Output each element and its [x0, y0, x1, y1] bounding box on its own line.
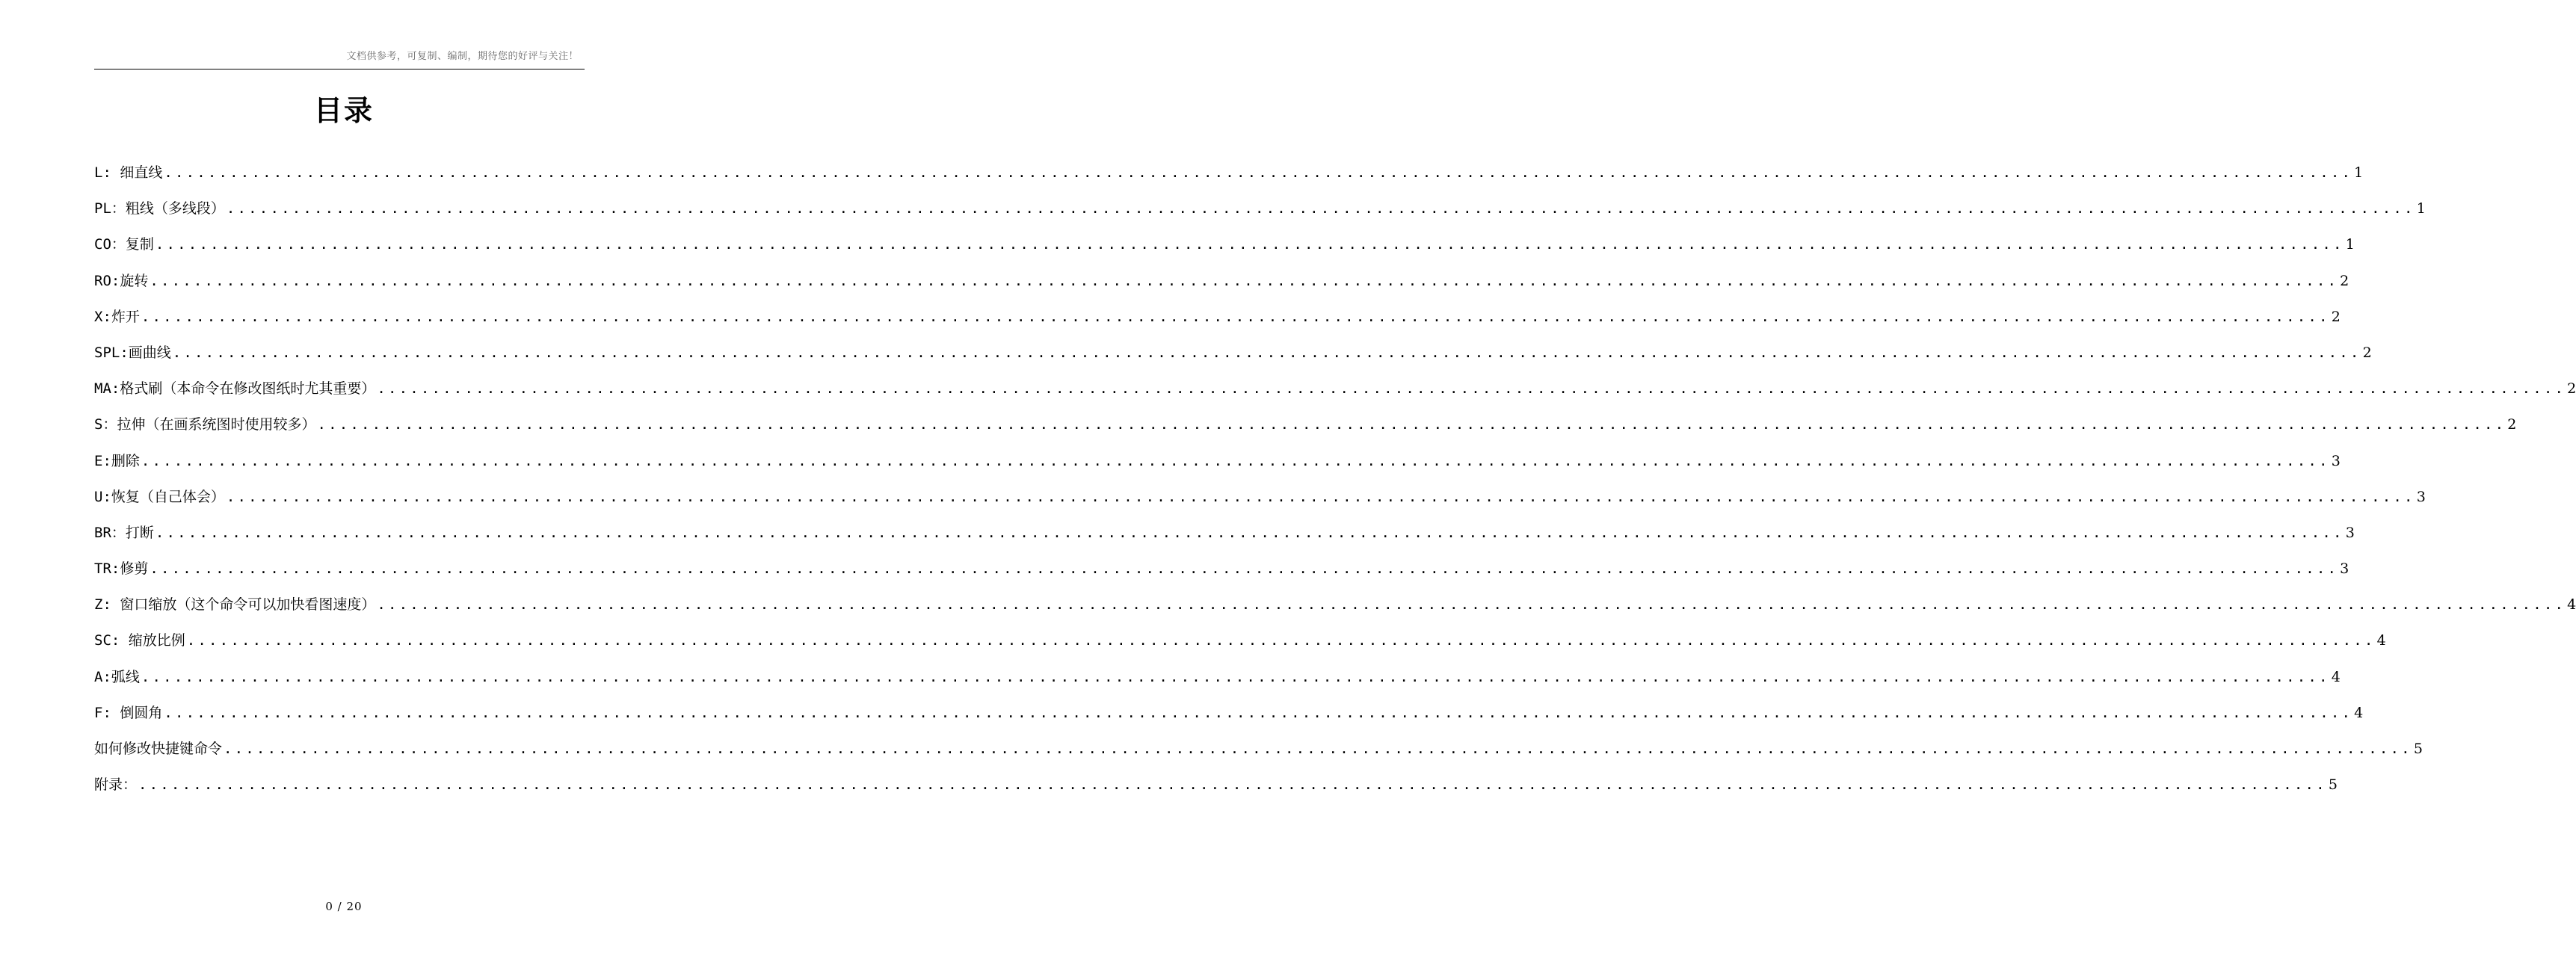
toc-entry-page: 3	[2345, 524, 2355, 541]
toc-entry-page: 4	[2354, 704, 2364, 721]
toc-entry-page: 2	[2340, 272, 2349, 289]
toc-leader-dots: ........................................................................................................................................................................................................	[141, 452, 2330, 469]
toc-entry[interactable]	[94, 412, 2517, 448]
toc-entry[interactable]	[94, 592, 2576, 628]
table-of-contents	[94, 160, 2576, 808]
toc-leader-dots: ........................................................................................................................................................................................................	[377, 380, 2566, 398]
toc-entry-page: 3	[2331, 452, 2341, 469]
toc-entry-label: Z: 窗口缩放（这个命令可以加快看图速度）	[94, 596, 376, 614]
toc-leader-dots: ........................................................................................................................................................................................................	[164, 704, 2353, 721]
toc-entry-label: SPL:画曲线	[94, 344, 171, 361]
toc-entry-label: 如何修改快捷键命令	[94, 741, 223, 757]
toc-entry[interactable]	[94, 664, 2341, 700]
toc-entry-label: SC: 缩放比例	[94, 632, 185, 649]
toc-entry-page: 3	[2416, 488, 2426, 505]
toc-entry-page: 1	[2354, 164, 2364, 181]
toc-entry-label: RO:旋转	[94, 272, 149, 289]
toc-entry[interactable]	[94, 304, 2341, 340]
toc-entry-page: 2	[2567, 380, 2576, 398]
toc-entry-label: BR：打断	[94, 524, 154, 541]
toc-entry-page: 2	[2331, 308, 2341, 325]
toc-entry[interactable]	[94, 484, 2426, 520]
toc-leader-dots: ........................................................................................................................................................................................................	[155, 236, 2344, 253]
toc-entry-page: 3	[2340, 560, 2349, 578]
toc-entry-page: 5	[2413, 741, 2423, 757]
toc-leader-dots: ........................................................................................................................................................................................................	[226, 488, 2415, 505]
toc-entry-label: 附录：	[94, 776, 138, 794]
toc-entry-page: 1	[2345, 236, 2355, 253]
toc-title: 目录	[313, 94, 374, 127]
page-number: 0 / 20	[325, 900, 363, 913]
toc-leader-dots: ........................................................................................................................................................................................................	[377, 596, 2566, 614]
toc-entry-label: E:删除	[94, 452, 140, 469]
toc-entry[interactable]	[94, 160, 2364, 196]
toc-entry[interactable]	[94, 700, 2364, 736]
toc-entry-label: U:恢复（自己体会）	[94, 488, 225, 505]
toc-leader-dots: ........................................................................................................................................................................................................	[138, 776, 2327, 794]
toc-entry-page: 4	[2331, 668, 2341, 685]
toc-entry-page: 4	[2567, 596, 2576, 614]
toc-leader-dots: ........................................................................................................................................................................................................	[224, 741, 2412, 757]
toc-leader-dots: ........................................................................................................................................................................................................	[226, 200, 2415, 217]
toc-entry[interactable]	[94, 520, 2355, 556]
toc-entry[interactable]	[94, 376, 2576, 412]
header-note: 文档供参考，可复制、编制，期待您的好评与关注！	[346, 51, 579, 62]
toc-entry[interactable]	[94, 340, 2372, 376]
toc-entry-label: TR:修剪	[94, 560, 149, 578]
toc-entry-label: CO：复制	[94, 236, 154, 253]
toc-leader-dots: ........................................................................................................................................................................................................	[155, 524, 2344, 541]
toc-entry[interactable]	[94, 268, 2349, 304]
toc-leader-dots: ........................................................................................................................................................................................................	[186, 632, 2376, 649]
toc-entry-page: 2	[2362, 344, 2372, 361]
toc-leader-dots: ........................................................................................................................................................................................................	[150, 272, 2339, 289]
toc-entry[interactable]	[94, 448, 2341, 484]
toc-entry[interactable]	[94, 736, 2423, 772]
toc-entry-page: 4	[2376, 632, 2386, 649]
toc-leader-dots: ........................................................................................................................................................................................................	[164, 164, 2353, 181]
toc-entry-page: 1	[2416, 200, 2426, 217]
toc-entry[interactable]	[94, 196, 2426, 232]
toc-leader-dots: ........................................................................................................................................................................................................	[141, 668, 2330, 685]
toc-entry-label: L: 细直线	[94, 164, 163, 181]
toc-entry-label: X:炸开	[94, 308, 140, 325]
toc-entry-label: A:弧线	[94, 668, 140, 685]
header-rule	[94, 69, 585, 70]
toc-entry[interactable]	[94, 232, 2355, 268]
toc-entry-label: PL：粗线（多线段）	[94, 200, 225, 217]
toc-entry-page: 5	[2328, 776, 2338, 794]
toc-leader-dots: ........................................................................................................................................................................................................	[150, 560, 2339, 578]
toc-entry-label: S：拉伸（在画系统图时使用较多）	[94, 416, 316, 433]
toc-leader-dots: ........................................................................................................................................................................................................	[141, 308, 2330, 325]
toc-entry-page: 2	[2507, 416, 2517, 433]
toc-entry-label: MA:格式刷（本命令在修改图纸时尤其重要）	[94, 380, 376, 398]
toc-leader-dots: ........................................................................................................................................................................................................	[317, 416, 2506, 433]
toc-entry[interactable]	[94, 772, 2338, 808]
toc-entry[interactable]	[94, 628, 2386, 664]
toc-entry[interactable]	[94, 556, 2349, 592]
toc-entry-label: F: 倒圆角	[94, 704, 163, 721]
toc-leader-dots: ........................................................................................................................................................................................................	[172, 344, 2361, 361]
